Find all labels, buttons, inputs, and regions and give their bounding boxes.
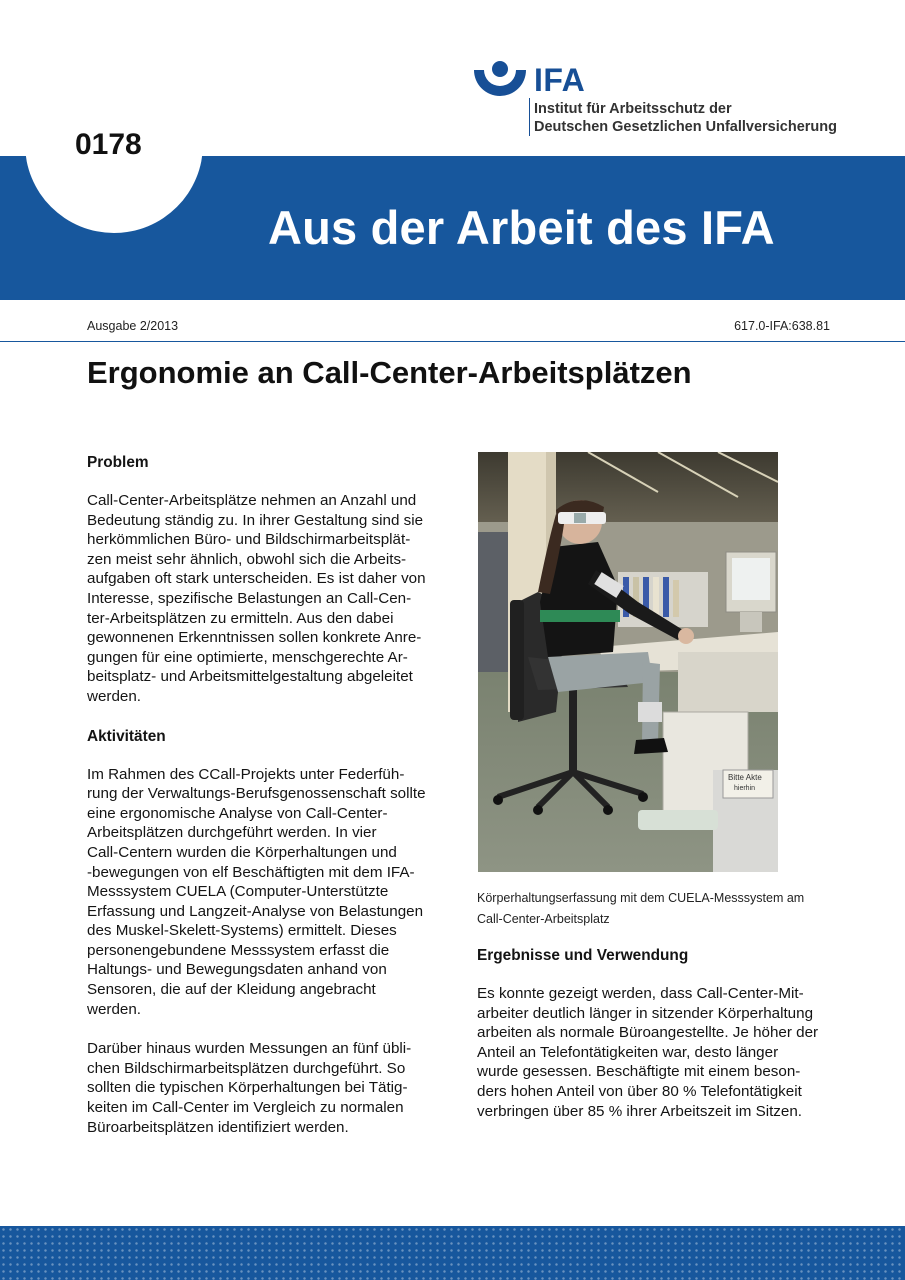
caption-line: Körperhaltungserfassung mit dem CUELA-Messsystem am [477,891,805,905]
text-line: Darüber hinaus wurden Messungen an fünf übli- [87,1040,412,1058]
results-paragraph [477,984,847,1121]
text-line: -bewegungen von elf Beschäftigten mit dem IFA- [87,863,415,881]
text-line: werden. [87,1000,142,1018]
problem-heading: Problem [87,454,149,471]
bin-sign-text-1: Bitte Akte [728,773,762,782]
text-line: personengebundene Messsystem erfasst die [87,941,390,959]
footer-band [0,1226,905,1280]
text-line: gewonnenen Erkenntnissen sollen konkrete Anre- [87,629,422,647]
page-title: Ergonomie an Call-Center-Arbeitsplätzen [87,355,692,390]
text-line: gungen für eine optimierte, menschgerechte Ar- [87,648,408,666]
ifa-logo-text: IFA [534,62,586,98]
text-line: Erfassung und Langzeit-Analyse von Belastungen [87,902,424,920]
office-scene-illustration [478,452,778,872]
text-line: Sensoren, die auf der Kleidung angebracht [87,981,376,999]
text-line: Call-Centern wurden die Körperhaltungen und [87,843,397,861]
problem-paragraph [87,491,457,707]
text-line: des Muskel-Skelett-Systems) ermittelt. Dieses [87,922,397,940]
text-line: aufgaben oft stark unterscheiden. Es ist daher von [87,570,426,588]
logo-divider [529,98,530,136]
text-line: rung der Verwaltungs-Berufsgenossenschaft sollte [87,785,426,803]
text-line: arbeiten als normale Büroangestellte. Je höher der [477,1024,819,1042]
text-line: keiten im Call-Center im Vergleich zu normalen [87,1099,404,1117]
bin-sign-text-2: hierhin [734,785,756,792]
text-line: Es konnte gezeigt werden, dass Call-Center-Mit- [477,985,804,1002]
figure-caption [477,888,804,930]
activities-paragraph-2 [87,1039,457,1137]
text-line: sollten die typischen Körperhaltungen bei Tätig- [87,1079,408,1097]
text-line: Büroarbeitsplätzen identifiziert werden. [87,1118,349,1136]
edition-label: Ausgabe 2/2013 [87,319,179,333]
text-line: Haltungs- und Bewegungsdaten anhand von [87,961,387,979]
text-line: ders hohen Anteil von über 80 % Telefontätigkeit [477,1082,802,1100]
text-line: werden. [87,687,142,705]
institute-name-line-2: Deutschen Gesetzlichen Unfallversicherung [534,119,837,135]
activities-paragraph-1 [87,765,457,1020]
reference-number: 617.0-IFA:638.81 [734,319,830,333]
results-heading: Ergebnisse und Verwendung [477,947,689,964]
right-column [477,945,847,1121]
text-line: Call-Center-Arbeitsplätze nehmen an Anzahl und [87,492,417,509]
issue-number: 0178 [75,128,142,161]
text-line: chen Bildschirmarbeitsplätzen durchgeführt. So [87,1059,406,1077]
text-line: Arbeitsplätzen durchgeführt werden. In vier [87,824,377,842]
text-line: verbringen über 85 % ihrer Arbeitszeit im Sitzen. [477,1102,802,1120]
text-line: herkömmlichen Büro- und Bildschirmarbeitsplät- [87,531,411,549]
ifa-logo-mark-icon [472,60,528,100]
text-line: Interesse, spezifische Belastungen an Call-Cen- [87,589,412,607]
left-column [87,452,457,1137]
figure-photo [478,452,778,872]
ifa-logo [472,60,852,140]
text-line: zen meist sehr ähnlich, obwohl sich die Arbeits- [87,550,407,568]
header-rule [0,341,905,342]
text-line: Messsystem CUELA (Computer-Unterstützte [87,883,389,901]
activities-heading: Aktivitäten [87,727,166,745]
text-line: Anteil an Telefontätigkeiten war, desto länger [477,1043,779,1061]
caption-line: Call-Center-Arbeitsplatz [477,912,610,926]
text-line: Bedeutung ständig zu. In ihrer Gestaltung sind sie [87,511,424,529]
text-line: eine ergonomische Analyse von Call-Center- [87,804,388,822]
institute-name-line-1: Institut für Arbeitsschutz der [534,101,732,117]
banner-title: Aus der Arbeit des IFA [268,201,775,254]
text-line: wurde gesessen. Beschäftigte mit einem beson- [477,1063,801,1081]
text-line: beitsplatz- und Arbeitsmittelgestaltung abgeleitet [87,668,413,686]
text-line: ter-Arbeitsplätzen zu ermitteln. Aus den dabei [87,609,394,627]
text-line: arbeiter deutlich länger in sitzender Körperhaltung [477,1004,814,1022]
text-line: Im Rahmen des CCall-Projekts unter Federfüh- [87,765,405,783]
